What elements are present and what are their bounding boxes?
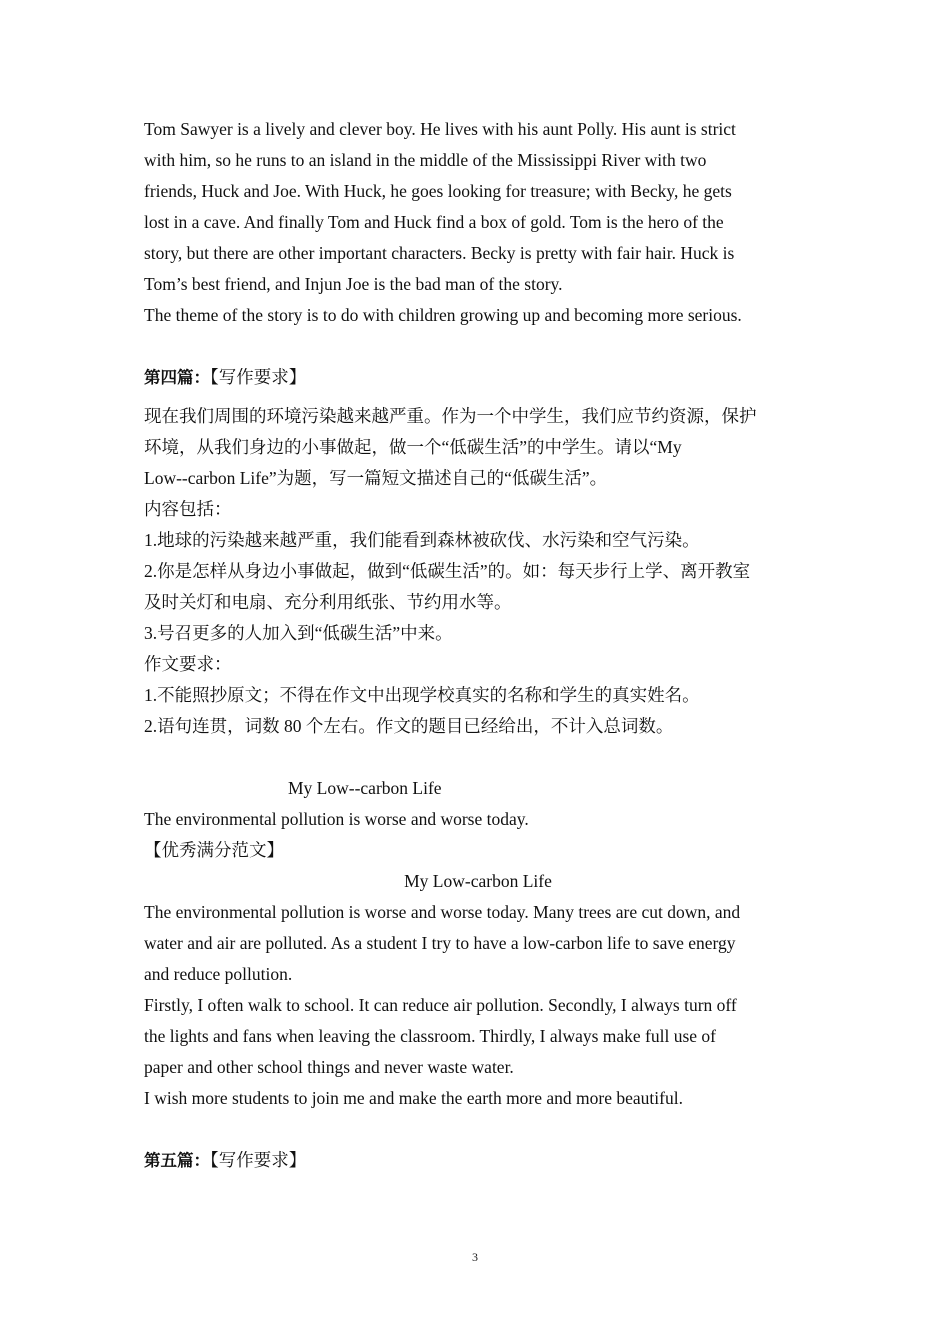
summary-line: story, but there are other important characters. Becky is pretty with fair hair. Huck is — [144, 243, 735, 263]
section-four-tag: 【写作要求】 — [210, 367, 307, 387]
prompt-line: 1.不能照抄原文；不得在作文中出现学校真实的名称和学生的真实姓名。 — [144, 685, 700, 705]
model-line: The environmental pollution is worse and worse today. Many trees are cut down, and — [144, 902, 741, 922]
section-five-heading — [144, 1145, 812, 1176]
prompt-line: 作文要求： — [144, 654, 232, 674]
given-essay-title: My Low--carbon Life — [288, 778, 442, 798]
spacer — [144, 742, 812, 773]
summary-line: Tom’s best friend, and Injun Joe is the bad man of the story. — [144, 274, 563, 294]
spacer — [144, 1114, 812, 1145]
summary-line: Tom Sawyer is a lively and clever boy. He lives with his aunt Polly. His aunt is strict — [144, 119, 736, 139]
passage-three-summary — [144, 114, 812, 331]
prompt-line: 及时关灯和电扇、充分利用纸张、节约用水等。 — [144, 592, 512, 612]
prompt-line: 环境，从我们身边的小事做起，做一个“低碳生活”的中学生。请以“My — [144, 437, 682, 457]
model-line: paper and other school things and never waste water. — [144, 1057, 514, 1077]
model-line: I wish more students to join me and make the earth more and more beautiful. — [144, 1088, 683, 1108]
model-line: the lights and fans when leaving the classroom. Thirdly, I always make full use of — [144, 1026, 717, 1046]
prompt-line: 3.号召更多的人加入到“低碳生活”中来。 — [144, 623, 453, 643]
summary-line: friends, Huck and Joe. With Huck, he goes looking for treasure; with Becky, he gets — [144, 181, 732, 201]
section-four-heading — [144, 362, 812, 393]
spacer — [144, 331, 812, 362]
prompt-line: 1.地球的污染越来越严重，我们能看到森林被砍伐、水污染和空气污染。 — [144, 530, 700, 550]
summary-line: with him, so he runs to an island in the middle of the Mississippi River with two — [144, 150, 707, 170]
model-essay-title: My Low-carbon Life — [404, 871, 552, 891]
model-line: and reduce pollution. — [144, 964, 293, 984]
section-four-number: 第四篇： — [144, 368, 210, 387]
summary-line: The theme of the story is to do with children growing up and becoming more serious. — [144, 305, 742, 325]
prompt-line: 2.语句连贯，词数 80 个左右。作文的题目已经给出，不计入总词数。 — [144, 716, 674, 736]
model-essay-label: 【优秀满分范文】 — [144, 840, 284, 860]
model-line: water and air are polluted. As a student I try to have a low-carbon life to save energy — [144, 933, 736, 953]
summary-line: lost in a cave. And finally Tom and Huck find a box of gold. Tom is the hero of the — [144, 212, 724, 232]
prompt-line: 2.你是怎样从身边小事做起，做到“低碳生活”的。如：每天步行上学、离开教室 — [144, 561, 751, 581]
prompt-line: Low--carbon Life”为题，写一篇短文描述自己的“低碳生活”。 — [144, 468, 608, 488]
spacer — [144, 393, 812, 401]
page-number: 3 — [472, 1250, 478, 1264]
prompt-line: 内容包括： — [144, 499, 232, 519]
section-five-number: 第五篇： — [144, 1151, 210, 1170]
model-essay-body — [144, 897, 812, 1114]
prompt-line: 现在我们周围的环境污染越来越严重。作为一个中学生，我们应节约资源，保护 — [144, 406, 757, 426]
document-page — [144, 114, 812, 1176]
section-four-prompt — [144, 401, 812, 742]
section-five-tag: 【写作要求】 — [210, 1150, 307, 1170]
given-opening-sentence: The environmental pollution is worse and worse today. — [144, 809, 529, 829]
model-line: Firstly, I often walk to school. It can reduce air pollution. Secondly, I always turn off — [144, 995, 737, 1015]
